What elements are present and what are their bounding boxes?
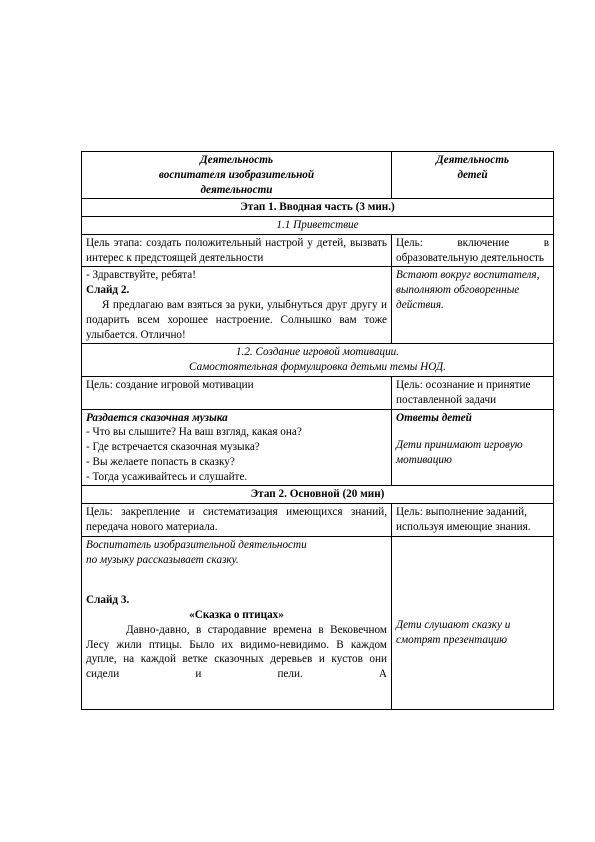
children-listen-text: Дети слушают сказку и смотрят презентацию (396, 618, 511, 646)
header-children-line: Деятельность (435, 154, 510, 166)
substage-motivation-title (82, 344, 554, 377)
substage-row (82, 344, 554, 377)
tale-intro-line: по музыку рассказывает сказку. (86, 553, 239, 566)
stage1-goal-children: Цель: включение в образовательную деятельность (392, 234, 554, 267)
question-text: - Вы желаете попасть в сказку? (86, 455, 235, 468)
tale-title: «Сказка о птицах» (189, 609, 284, 622)
children-action-text: Встают вокруг воспитателя, выполняют обговоренные действия. (392, 267, 554, 344)
children-accept-text: Дети принимают игровую мотивацию (396, 439, 523, 467)
substage-motivation-line: Самостоятельная формулировка детьми темы НОД. (189, 361, 446, 374)
table-row (82, 234, 554, 267)
table-row (82, 409, 554, 486)
question-text: - Что вы слышите? На ваш взгляд, какая она? (86, 426, 302, 439)
stage1-goal-teacher: Цель этапа: создать положительный настрой у детей, вызвать интерес к предстоящей деятельности (82, 234, 392, 267)
children-listen-cell (392, 536, 554, 709)
header-children-activity (392, 152, 554, 199)
slide-2-label: Слайд 2. (86, 284, 130, 297)
spacer (86, 580, 387, 593)
header-teacher-line: деятельности (200, 183, 273, 196)
motivation-goal-teacher: Цель: создание игровой мотивации (82, 376, 392, 409)
header-teacher-activity (82, 152, 392, 199)
greeting-cell (82, 267, 392, 344)
children-answers-cell (392, 409, 554, 486)
music-title: Раздается сказочная музыка (86, 411, 228, 424)
greeting-paragraph: Я предлагаю вам взяться за руки, улыбнуться друг другу и подарить всем хорошее настроение. Солнышко вам тоже улыбается. Отлично! (86, 299, 387, 341)
table-row (82, 504, 554, 537)
spacer (86, 567, 387, 580)
table-row (82, 536, 554, 709)
table-row (82, 376, 554, 409)
motivation-goal-children: Цель: осознание и принятие поставленной задачи (392, 376, 554, 409)
header-children-line: детей (457, 168, 488, 181)
question-text: - Где встречается сказочная музыка? (86, 441, 260, 454)
tale-paragraph: Давно-давно, в стародавние времена в Вековечном Лесу жили птицы. Было их видимо-невидимо. В каждом дупле, на каждой ветке сказочных деревьев и кустов они сидели и пели. А (86, 623, 387, 681)
spacer (396, 538, 549, 618)
lesson-plan-table (81, 151, 554, 710)
table-header-row (82, 152, 554, 199)
header-teacher-line: воспитателя изобразительной (158, 168, 315, 181)
spacer (396, 425, 549, 438)
greeting-text: - Здравствуйте, ребята! (86, 269, 196, 282)
stage1-title: Этап 1. Вводная часть (3 мин.) (82, 199, 554, 217)
header-teacher-line: Деятельность (199, 154, 274, 166)
children-answers-text: Ответы детей (396, 411, 472, 424)
stage2-goal-children: Цель: выполнение заданий, используя имеющие знания. (392, 504, 554, 537)
slide-3-label: Слайд 3. (86, 594, 130, 607)
substage-row (82, 217, 554, 235)
stage-row (82, 199, 554, 217)
question-text: - Тогда усаживайтесь и слушайте. (86, 470, 248, 483)
substage-motivation-line: 1.2. Создание игровой мотивации. (235, 346, 400, 359)
tale-cell (82, 536, 392, 709)
tale-intro-line: Воспитатель изобразительной деятельности (86, 538, 307, 551)
stage2-goal-teacher: Цель: закрепление и систематизация имеющихся знаний, передача нового материала. (82, 504, 392, 537)
stage2-title: Этап 2. Основной (20 мин) (82, 486, 554, 504)
substage-greeting-title: 1.1 Приветствие (82, 217, 554, 235)
table-row (82, 267, 554, 344)
music-questions-cell (82, 409, 392, 486)
stage-row (82, 486, 554, 504)
